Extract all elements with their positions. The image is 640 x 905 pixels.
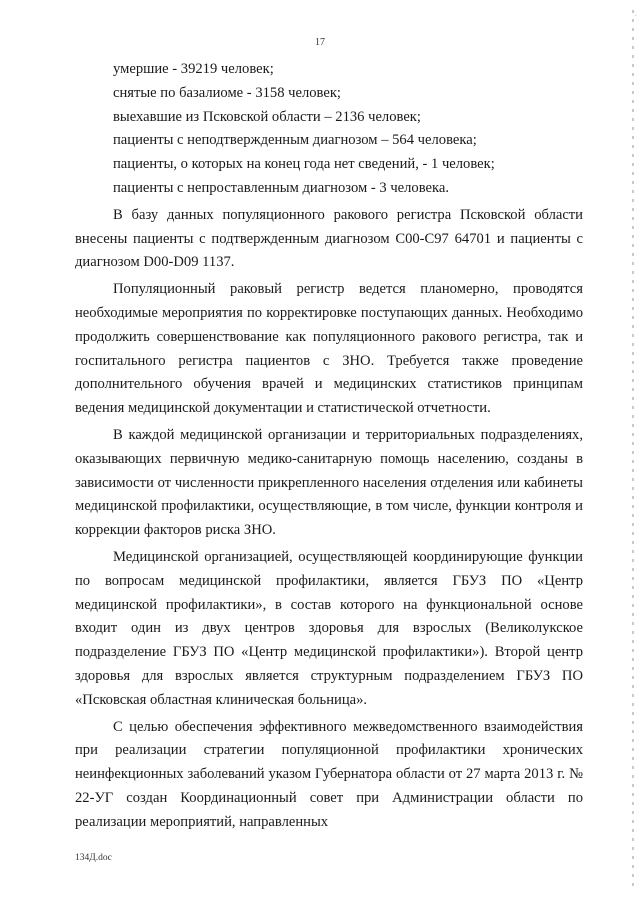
list-item: пациенты с непроставленным диагнозом - 3 человека. bbox=[113, 179, 449, 196]
document-body bbox=[75, 58, 583, 835]
page-number: 17 bbox=[315, 37, 325, 48]
scan-corner-mark: · bbox=[634, 12, 637, 20]
paragraph-coordination-council: С целью обеспечения эффективного межведомственного взаимодействия при реализации стратегии популяционной профилактики хронических неинфекционных заболеваний указом Губернатора области от 27 марта 2013 г. № 22-УГ создан Координационный совет при Администрации области по реализации мероприятий, направленных bbox=[75, 718, 583, 830]
list-item: пациенты с неподтвержденным диагнозом – 564 человека; bbox=[113, 132, 477, 149]
scan-edge-mark bbox=[632, 10, 634, 890]
list-item: пациенты, о которых на конец года нет сведений, - 1 человек; bbox=[113, 156, 495, 173]
paragraph-registry-maintenance: Популяционный раковый регистр ведется планомерно, проводятся необходимые мероприятия по корректировке поступающих данных. Необходимо продолжить совершенствование как популяционного ракового регистра, так и госпитального регистра пациентов с ЗНО. Требуется также проведение дополнительного обучения врачей и медицинских статистиков принципам ведения медицинской документации и статистической отчетности. bbox=[75, 281, 583, 417]
list-item: выехавшие из Псковской области – 2136 человек; bbox=[113, 108, 421, 125]
list-item: снятые по базалиоме - 3158 человек; bbox=[113, 84, 341, 101]
list-item: умершие - 39219 человек; bbox=[113, 61, 274, 77]
paragraph-cancer-registry-data: В базу данных популяционного ракового регистра Псковской области внесены пациенты с подтвержденным диагнозом С00-С97 64701 и пациенты с диагнозом D00-D09 1137. bbox=[75, 206, 583, 271]
paragraph-coordinating-organization: Медицинской организацией, осуществляющей координирующие функции по вопросам медицинской профилактики, является ГБУЗ ПО «Центр медицинской профилактики», в состав которого на функциональной основе входит один из двух центров здоровья для взрослых (Великолукское подразделение ГБУЗ ПО «Центр медицинской профилактики»). Второй центр здоровья для взрослых является структурным подразделением ГБУЗ ПО «Псковская областная клиническая больница». bbox=[75, 548, 583, 708]
footer-filename: 134Д.doc bbox=[75, 853, 112, 863]
paragraph-prevention-units: В каждой медицинской организации и территориальных подразделениях, оказывающих первичную медико-санитарную помощь населению, созданы в зависимости от численности прикрепленного населения отделения или кабинеты медицинской профилактики, осуществляющие, в том числе, функции контроля и коррекции факторов риска ЗНО. bbox=[75, 426, 583, 539]
